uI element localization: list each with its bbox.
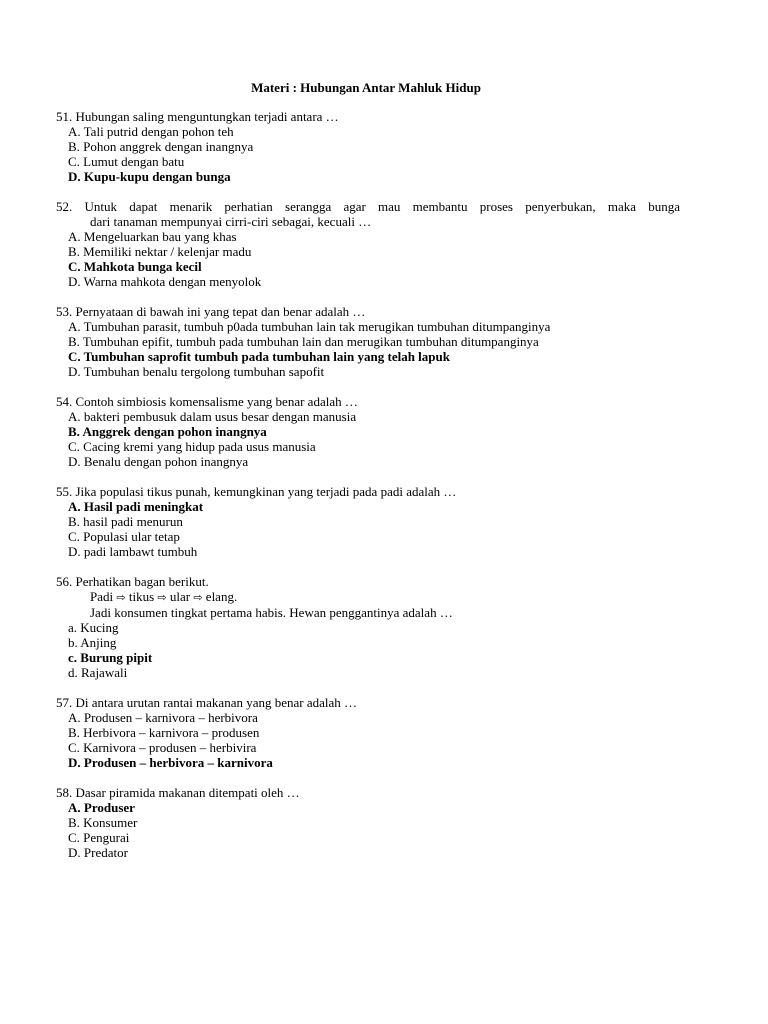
- answer-option-correct: C. Tumbuhan saprofit tumbuh pada tumbuhan lain yang telah lapuk: [68, 349, 450, 364]
- answer-option: A. Produsen – karnivora – herbivora: [68, 710, 258, 725]
- answer-option: C. Lumut dengan batu: [68, 154, 185, 169]
- answer-option: B. Konsumer: [68, 815, 138, 830]
- answer-option: d. Rajawali: [68, 665, 128, 680]
- answer-option: D. Benalu dengan pohon inangnya: [68, 454, 249, 469]
- question-stem: 54. Contoh simbiosis komensalisme yang benar adalah …: [56, 394, 358, 409]
- answer-option: C. Populasi ular tetap: [68, 529, 180, 544]
- answer-option: D. Tumbuhan benalu tergolong tumbuhan sapofit: [68, 364, 325, 379]
- answer-option: A. Mengeluarkan bau yang khas: [68, 229, 237, 244]
- answer-option: B. Memiliki nektar / kelenjar madu: [68, 244, 252, 259]
- answer-option-correct: C. Mahkota bunga kecil: [68, 259, 202, 274]
- question-stem-continued: Jadi konsumen tingkat pertama habis. Hewan penggantinya adalah …: [90, 605, 453, 620]
- answer-option: C. Pengurai: [68, 830, 130, 845]
- question-item: [56, 109, 680, 184]
- question-item: [56, 574, 680, 680]
- answer-option: D. padi lambawt tumbuh: [68, 544, 198, 559]
- food-chain-diagram: [56, 589, 680, 605]
- answer-option: B. Pohon anggrek dengan inangnya: [68, 139, 254, 154]
- answer-option: C. Karnivora – produsen – herbivira: [68, 740, 257, 755]
- question-stem: 56. Perhatikan bagan berikut.: [56, 574, 209, 589]
- answer-option-correct: A. Hasil padi meningkat: [68, 499, 204, 514]
- page-title: Materi : Hubungan Antar Mahluk Hidup: [251, 80, 481, 95]
- food-chain-item: ular: [169, 589, 191, 604]
- question-stem: 51. Hubungan saling menguntungkan terjadi antara …: [56, 109, 339, 124]
- answer-option: D. Predator: [68, 845, 128, 860]
- question-item: [56, 695, 680, 770]
- answer-option: D. Warna mahkota dengan menyolok: [68, 274, 262, 289]
- answer-option: B. Herbivora – karnivora – produsen: [68, 725, 260, 740]
- question-item: [56, 484, 680, 559]
- question-stem-continued: dari tanaman mempunyai cirri-ciri sebagai, kecuali …: [90, 214, 372, 229]
- answer-option-correct: B. Anggrek dengan pohon inangnya: [68, 424, 267, 439]
- question-stem: 57. Di antara urutan rantai makanan yang benar adalah …: [56, 695, 358, 710]
- answer-option-correct: A. Produser: [68, 800, 135, 815]
- question-stem: 55. Jika populasi tikus punah, kemungkinan yang terjadi pada padi adalah …: [56, 484, 457, 499]
- question-item: [56, 304, 680, 379]
- food-chain-item: elang.: [205, 589, 238, 604]
- answer-option: A. Tumbuhan parasit, tumbuh p0ada tumbuhan lain tak merugikan tumbuhan ditumpanginya: [68, 319, 551, 334]
- answer-option: B. hasil padi menurun: [68, 514, 183, 529]
- answer-option: A. bakteri pembusuk dalam usus besar dengan manusia: [68, 409, 357, 424]
- answer-option: a. Kucing: [68, 620, 119, 635]
- arrow-right-icon: ⇨: [193, 591, 203, 604]
- answer-option: C. Cacing kremi yang hidup pada usus manusia: [68, 439, 316, 454]
- answer-option-correct: c. Burung pipit: [68, 650, 153, 665]
- answer-option: B. Tumbuhan epifit, tumbuh pada tumbuhan lain dan merugikan tumbuhan ditumpanginya: [68, 334, 539, 349]
- answer-option: b. Anjing: [68, 635, 117, 650]
- question-stem: 58. Dasar piramida makanan ditempati oleh …: [56, 785, 300, 800]
- question-item: [56, 394, 680, 469]
- food-chain-item: Padi: [90, 589, 114, 604]
- question-item: [56, 199, 680, 289]
- question-item: [56, 785, 680, 860]
- question-stem: 53. Pernyataan di bawah ini yang tepat dan benar adalah …: [56, 304, 366, 319]
- answer-option-correct: D. Kupu-kupu dengan bunga: [68, 169, 231, 184]
- question-list: [56, 109, 680, 875]
- arrow-right-icon: ⇨: [116, 591, 126, 604]
- answer-option-correct: D. Produsen – herbivora – karnivora: [68, 755, 273, 770]
- arrow-right-icon: ⇨: [157, 591, 167, 604]
- answer-option: A. Tali putrid dengan pohon teh: [68, 124, 234, 139]
- food-chain-item: tikus: [128, 589, 155, 604]
- question-stem: 52. Untuk dapat menarik perhatian serangga agar mau membantu proses penyerbukan, maka bunga: [56, 199, 680, 214]
